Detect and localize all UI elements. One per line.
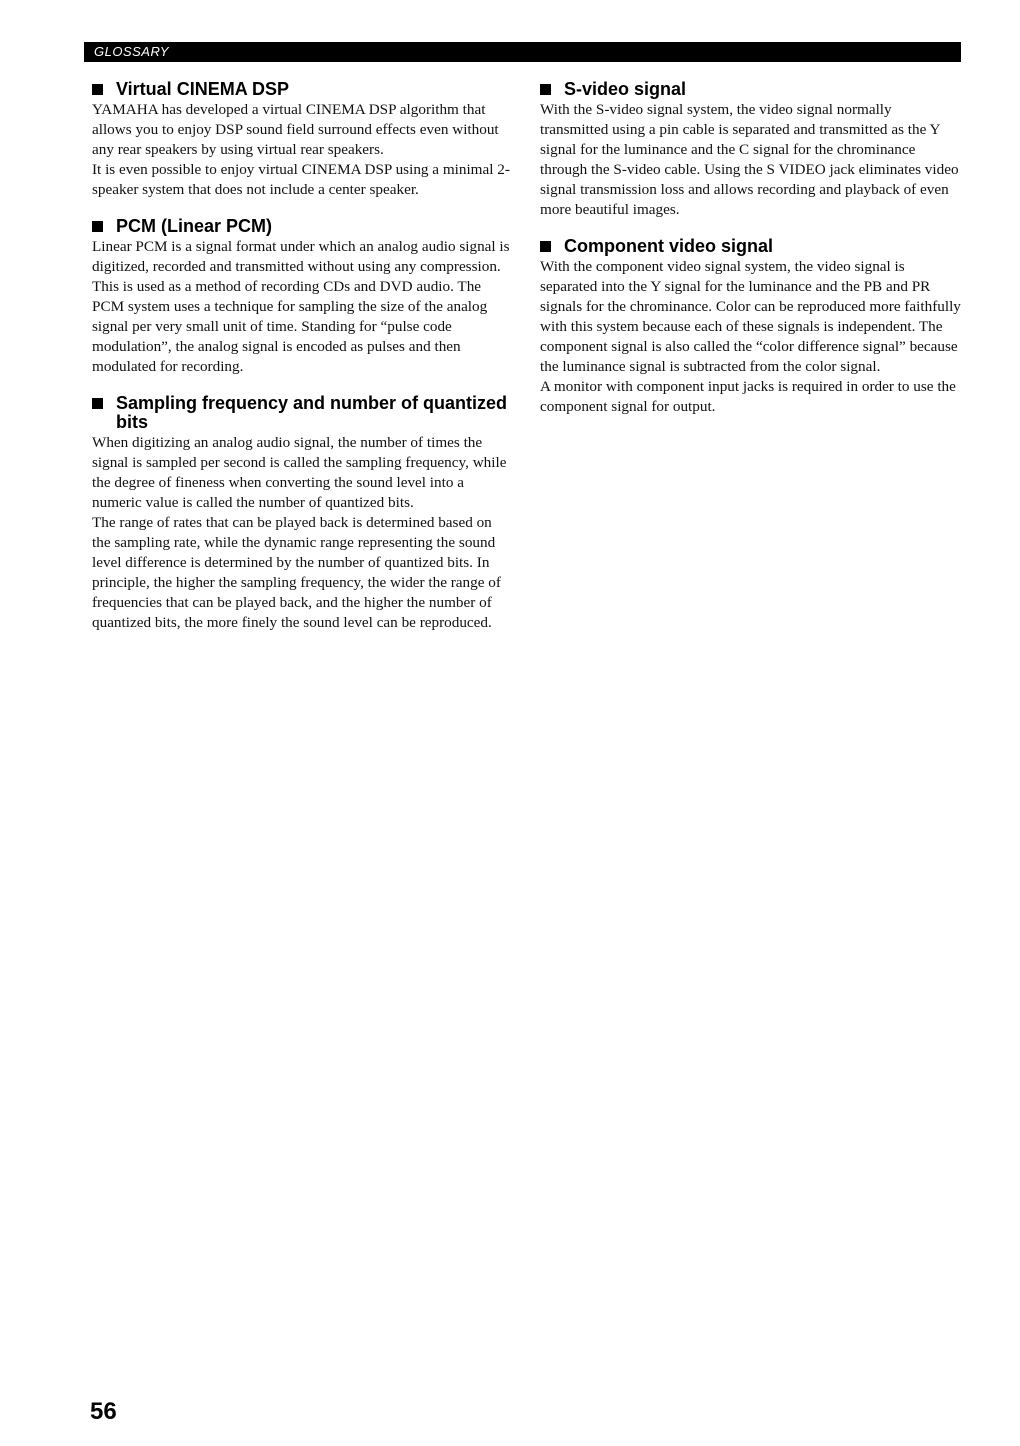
glossary-entry-s-video — [540, 80, 962, 220]
right-column — [540, 80, 962, 434]
entry-heading: S-video signal — [540, 80, 962, 99]
entry-body: Linear PCM is a signal format under which an analog audio signal is digitized, recorded and transmitted without using any compression. This is used as a method of recording CDs and DVD audio. The PCM system uses a technique for sampling the size of the analog signal per very small unit of time. Standing for “pulse code modulation”, the analog signal is encoded as pulses and then modulated for recording. — [92, 238, 510, 375]
glossary-entry-virtual-cinema-dsp — [92, 80, 512, 200]
square-bullet-icon — [540, 241, 551, 252]
square-bullet-icon — [540, 84, 551, 95]
section-header-bar — [84, 42, 961, 62]
entry-body: With the S-video signal system, the video signal normally transmitted using a pin cable is separated and transmitted as the Y signal for the luminance and the C signal for the chrominance through the S-video cable. Using the S VIDEO jack eliminates video signal transmission loss and allows recording and playback of even more beautiful images. — [540, 101, 959, 218]
square-bullet-icon — [92, 221, 103, 232]
entry-heading: Virtual CINEMA DSP — [92, 80, 512, 99]
entry-heading: Component video signal — [540, 237, 962, 256]
entry-heading: PCM (Linear PCM) — [92, 217, 512, 236]
entry-heading: Sampling frequency and number of quantized bits — [92, 394, 512, 432]
entry-body: When digitizing an analog audio signal, the number of times the signal is sampled per second is called the sampling frequency, while the degree of fineness when converting the sound level into a numeric value is called the number of quantized bits. The range of rates that can be played back is determined based on the sampling rate, while the dynamic range representing the sound level difference is determined by the number of quantized bits. In principle, the higher the sampling frequency, the wider the range of frequencies that can be played back, and the higher the number of quantized bits, the more finely the sound level can be reproduced. — [92, 434, 507, 631]
entry-body: With the component video signal system, the video signal is separated into the Y signal for the luminance and the PB and PR signals for the chrominance. Color can be reproduced more faithfully with this system because each of these signals is independent. The component signal is also called the “color difference signal” because the luminance signal is subtracted from the color signal. A monitor with component input jacks is required in order to use the component signal for output. — [540, 258, 961, 415]
glossary-entry-component-video — [540, 237, 962, 417]
section-header-label: GLOSSARY — [94, 44, 170, 59]
square-bullet-icon — [92, 398, 103, 409]
entry-body: YAMAHA has developed a virtual CINEMA DSP algorithm that allows you to enjoy DSP sound field surround effects even without any rear speakers by using virtual rear speakers. It is even possible to enjoy virtual CINEMA DSP using a minimal 2-speaker system that does not include a center speaker. — [92, 101, 510, 198]
glossary-entry-sampling-frequency — [92, 394, 512, 633]
square-bullet-icon — [92, 84, 103, 95]
page-number: 56 — [90, 1398, 117, 1425]
glossary-entry-pcm — [92, 217, 512, 377]
left-column — [92, 80, 512, 650]
